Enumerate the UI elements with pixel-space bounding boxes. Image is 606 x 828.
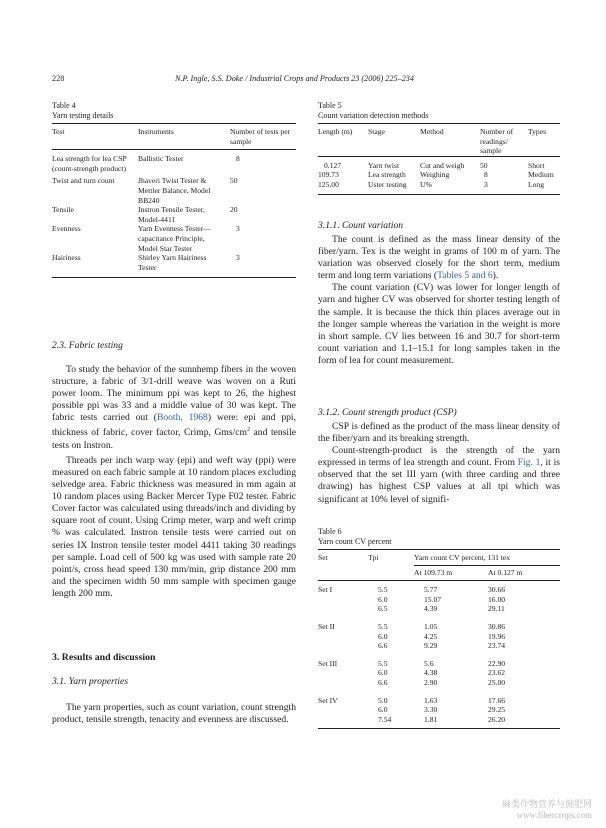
table-cell: 3 xyxy=(236,224,240,234)
table-row xyxy=(318,688,560,706)
table-cell: 3.30 xyxy=(424,705,438,715)
text-run: The count is defined as the mass linear density of the fiber/yarn. Tex is the weight in grams of 100 m of yarn. The variation was observed closely for the short term, medium term and long term variations ( xyxy=(318,234,560,282)
set-label xyxy=(318,715,368,729)
paragraph: The count variation (CV) was lower for longer length of yarn and higher CV was observed for shorter testing length of the sample. It is because the thick thin places average out in the longer sample whereas the variation in the weight is more in short sample. CV lies between 16 and 30.7 for short-term count variation and 1.1–15.1 for long samples taken in the form of lea for count measurement. xyxy=(318,282,560,366)
table-cell: 6.6 xyxy=(378,677,388,687)
table-5 xyxy=(318,101,560,195)
set-label xyxy=(318,668,368,678)
set-label: Set II xyxy=(318,621,335,631)
table-row xyxy=(52,205,296,224)
set-label xyxy=(318,705,368,715)
table-4-title: Yarn testing details xyxy=(52,111,114,120)
table-row xyxy=(52,224,296,253)
table-6-header: Yarn count CV percent, 131 tex xyxy=(414,550,560,566)
table-cell: 4.25 xyxy=(424,631,438,641)
table-cell: Jhaveri Twist Tester & Mettler Balance, Model BB240 xyxy=(138,176,211,205)
table-cell: 16.00 xyxy=(488,594,506,604)
watermark-chinese: 麻类作物营养与施肥网 xyxy=(501,799,592,809)
table-cell: Cut and weigh xyxy=(420,160,465,170)
table-cell: Weighing xyxy=(420,170,450,180)
table-cell: 50 xyxy=(230,176,238,186)
table-row xyxy=(318,651,560,669)
table-cell: 8 xyxy=(236,154,240,164)
figure-ref-link[interactable]: Fig. 1 xyxy=(517,457,541,469)
table-4-grid xyxy=(52,123,296,278)
table-row xyxy=(52,176,296,205)
table-row xyxy=(318,632,560,642)
table-5-header: Method xyxy=(420,127,444,136)
table-cell: Evenness xyxy=(52,224,81,234)
text-run: , it is observed that the set III yarn (with three carding and three drawing) has highest CSP values at all tpi which was significant at 10% level of signifi- xyxy=(318,457,560,505)
table-cell: 7.54 xyxy=(378,714,392,724)
table-cell: 29.25 xyxy=(488,705,506,715)
table-6-label: Table 6 xyxy=(318,527,342,536)
set-label xyxy=(318,641,368,651)
paragraph: Threads per inch warp way (epi) and weft way (ppi) were measured on each fabric sample at 10 random places excluding selvedge area. Fabric thickness was measured in mm again at 10 random places using Backer Mercer Type F02 tester. Fabric Cover factor was calculated using threads/inch and dividing by square root of count. Using Crimp meter, warp and weft crimp % was calculated. Instron tensile tests were carried out on series IX Instron tensile tester model 4411 taking 30 readings per sample. Load cell of 500 kg was used with sample rate 20 point/s, cross head speed 130 mm/min, grip distance 200 mm and the specimen width 50 mm sample with specimen gauge length 200 mm. xyxy=(52,454,296,599)
table-cell: 6.0 xyxy=(378,631,388,641)
table-cell: 5.5 xyxy=(378,585,388,595)
table-cell: 1.05 xyxy=(424,621,438,631)
citation-link-booth[interactable]: Booth, 1968 xyxy=(156,412,208,424)
set-label: Set IV xyxy=(318,695,338,705)
table-row xyxy=(52,253,296,278)
table-cell: 3 xyxy=(484,179,488,189)
table-row xyxy=(318,170,560,180)
running-header-citation: N.P. Ingle, S.S. Doke / Industrial Crops and Products 23 (2006) 225–234 xyxy=(175,74,414,83)
table-cell: 29.11 xyxy=(488,604,505,614)
table-cell: 4.38 xyxy=(424,668,438,678)
table-cell: 15.07 xyxy=(424,594,442,604)
table-cell: 1.81 xyxy=(424,714,438,724)
table-row xyxy=(318,678,560,688)
paragraph xyxy=(318,445,560,505)
watermark xyxy=(502,797,592,820)
table-cell: 30.66 xyxy=(488,585,506,595)
table-row xyxy=(318,180,560,194)
paragraph xyxy=(52,364,296,452)
table-4 xyxy=(52,101,296,278)
section-heading-3-1: 3.1. Yarn properties xyxy=(52,676,129,687)
table-6-header: Set xyxy=(318,553,328,562)
table-cell: 26.20 xyxy=(488,714,506,724)
table-cell: Long xyxy=(528,179,545,189)
table-cell: 6.5 xyxy=(378,604,388,614)
table-5-title: Count variation detection methods xyxy=(318,111,429,120)
table-5-label: Table 5 xyxy=(318,101,342,110)
table-row xyxy=(318,668,560,678)
paragraph: CSP is defined as the product of the mass linear density of the fiber/yarn and its breaking strength. xyxy=(318,421,560,445)
table-cell: Instron Tensile Tester, Model-4411 xyxy=(138,205,205,224)
table-cell: Lea strength xyxy=(368,170,406,180)
table-6 xyxy=(318,527,560,729)
table-cell: Yarn Evenness Tester—capacitance Principle, Model Star Tester xyxy=(138,224,211,253)
watermark-url: www.fibercrops.com xyxy=(516,810,592,820)
set-label xyxy=(318,604,368,614)
table-cell: 2.90 xyxy=(424,677,438,687)
left-column-body xyxy=(52,364,296,600)
table-cell: Hairiness xyxy=(52,253,81,263)
table-5-header: Types xyxy=(528,127,547,136)
table-cell: 8 xyxy=(484,170,488,180)
table-cell: 23.74 xyxy=(488,641,506,651)
set-label xyxy=(318,595,368,605)
table-cell: Shirley Yarn Hairiness Tester xyxy=(138,253,207,272)
table-6-subheader: At 0.127 m xyxy=(488,567,523,577)
table-cell: 125.00 xyxy=(318,179,339,189)
paragraph-yarn-properties xyxy=(52,702,296,726)
table-row xyxy=(318,156,560,170)
table-cell: 5.5 xyxy=(378,621,388,631)
table-cell: 0.127 xyxy=(324,160,342,170)
table-ref-link[interactable]: Tables 5 and 6 xyxy=(437,270,493,282)
table-cell: 3 xyxy=(236,253,240,263)
table-cell: 6.0 xyxy=(378,705,388,715)
text-run: and tensile tests on Instron. xyxy=(52,427,296,451)
table-5-header: Stage xyxy=(368,127,385,136)
table-cell: 23.62 xyxy=(488,668,506,678)
table-cell: 50 xyxy=(480,160,488,170)
text-run: ). xyxy=(492,270,499,282)
table-row xyxy=(318,581,560,595)
table-cell: 4.39 xyxy=(424,604,438,614)
table-6-subheader: At 109.73 m xyxy=(414,567,453,577)
superscript: 2 xyxy=(246,427,250,434)
table-5-header: Length (m) xyxy=(318,127,353,136)
text-run: To study the behavior of the sunnhemp fibers in the woven structure, a fabric of 3/1-drill weave was woven on a Ruti power loom. The minimum ppi was kept to 26, the highest possible ppi was 33 and a middle value of 30 was kept. The fabric tests carried out ( xyxy=(52,364,296,424)
table-cell: U% xyxy=(420,179,432,189)
table-row xyxy=(318,595,560,605)
section-heading-2-3: 2.3. Fabric testing xyxy=(52,340,123,351)
paragraph: The yarn properties, such as count variation, count strength product, tensile strength, tenacity and evenness are discussed. xyxy=(52,702,296,726)
table-cell: Short xyxy=(528,160,545,170)
table-cell: 30.86 xyxy=(488,621,506,631)
table-cell: Twist and turn count xyxy=(52,176,115,186)
table-cell: 6.6 xyxy=(378,641,388,651)
table-cell: 5.6 xyxy=(424,658,434,668)
text-run: ) were: epi and ppi, thickness of fabric, cover factor, Crimp, Gms/cm xyxy=(52,412,296,439)
table-cell: 17.66 xyxy=(488,695,506,705)
table-cell: 5.5 xyxy=(378,658,388,668)
set-label: Set III xyxy=(318,658,338,668)
table-cell: 5.77 xyxy=(424,585,438,595)
section-heading-3: 3. Results and discussion xyxy=(52,652,156,663)
table-cell: 6.0 xyxy=(378,668,388,678)
page-number: 228 xyxy=(52,74,65,83)
text-run: Count-strength-product is the strength of the yarn expressed in terms of lea strength and count. From xyxy=(318,445,560,469)
table-cell: 19.96 xyxy=(488,631,506,641)
table-row xyxy=(318,715,560,729)
table-6-title: Yarn count CV percent xyxy=(318,537,392,546)
table-5-grid xyxy=(318,123,560,195)
table-6-grid xyxy=(318,549,560,729)
set-label: Set I xyxy=(318,585,333,595)
table-cell: 5.0 xyxy=(378,695,388,705)
table-5-header: Number of readings/ sample xyxy=(480,127,514,156)
table-cell: 9.29 xyxy=(424,641,438,651)
table-cell: Tensile xyxy=(52,205,74,215)
table-4-header: Test xyxy=(52,127,65,136)
table-row xyxy=(318,641,560,651)
table-4-header: Number of tests per sample xyxy=(230,127,291,146)
table-cell: Medium xyxy=(528,170,554,180)
table-6-header: Tpi xyxy=(368,553,379,562)
set-label xyxy=(318,632,368,642)
table-cell: Lea strength for lea CSP (count-strength product) xyxy=(52,154,127,173)
table-cell: Ballistic Tester xyxy=(138,154,184,164)
right-column-body-1 xyxy=(318,234,560,367)
table-cell: Uster testing xyxy=(368,179,407,189)
table-row xyxy=(318,705,560,715)
set-label xyxy=(318,678,368,688)
section-heading-3-1-1: 3.1.1. Count variation xyxy=(318,220,404,231)
paragraph xyxy=(318,234,560,282)
table-cell: 6.0 xyxy=(378,594,388,604)
table-4-header: Instruments xyxy=(138,127,174,136)
table-4-label: Table 4 xyxy=(52,101,76,110)
right-column-body-2 xyxy=(318,421,560,506)
table-cell: 1.63 xyxy=(424,695,438,705)
table-cell: 109.73 xyxy=(318,170,339,180)
section-heading-3-1-2: 3.1.2. Count strength product (CSP) xyxy=(318,407,457,418)
table-cell: 20 xyxy=(230,205,238,215)
table-row xyxy=(318,604,560,614)
table-row xyxy=(52,150,296,177)
table-row xyxy=(318,614,560,632)
table-cell: Yarn twist xyxy=(368,160,400,170)
table-cell: 22.90 xyxy=(488,658,506,668)
table-cell: 25.00 xyxy=(488,677,506,687)
